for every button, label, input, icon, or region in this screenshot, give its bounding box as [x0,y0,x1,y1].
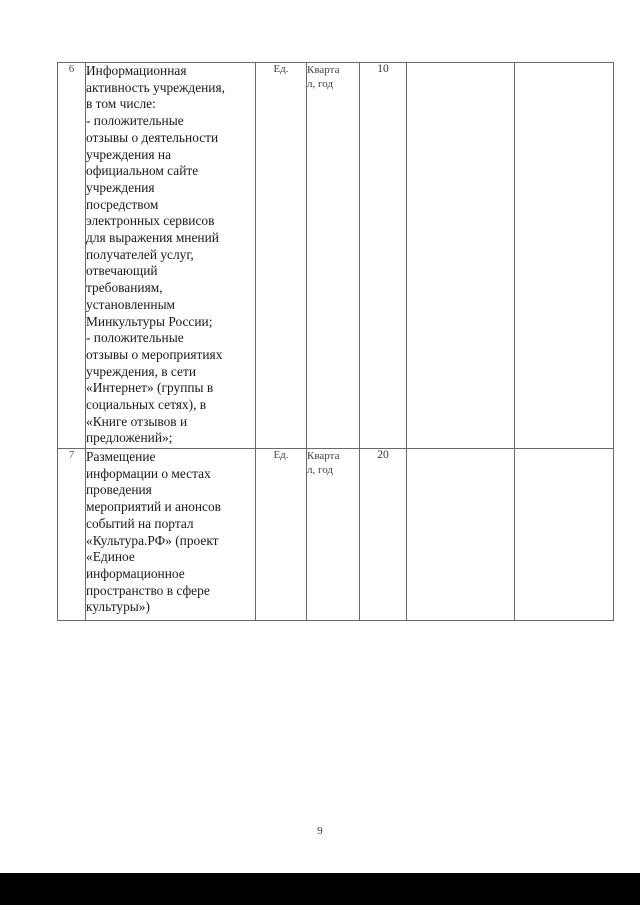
indicator-description: Информационная активность учреждения, в том числе: - положительные отзывы о деятельности учреждения на официальном сайте учреждения посредством электронных сервисов для выражения мнений получателей услуг, отвечающий требованиям, установленным Минкультуры России; - положительные отзывы о мероприятиях учреждения, в сети «Интернет» (группы в социальных сетях), в «Книге отзывов и предложений»; [86,63,256,449]
row-number: 6 [58,63,86,449]
unit-of-measure: Ед. [256,449,307,621]
indicator-description: Размещение информации о местах проведения мероприятий и анонсов событий на портал «Культура.РФ» (проект «Единое информационное пространство в сфере культуры») [86,449,256,621]
target-value: 10 [360,63,407,449]
table-row [58,63,614,449]
page-number: 9 [317,825,323,837]
empty-cell [407,63,515,449]
empty-cell [407,449,515,621]
table-row [58,449,614,621]
empty-cell [515,63,614,449]
row-number: 7 [58,449,86,621]
reporting-period: Кварта л, год [307,63,360,449]
empty-cell [515,449,614,621]
reporting-period: Кварта л, год [307,449,360,621]
indicators-table [57,62,614,621]
target-value: 20 [360,449,407,621]
scan-border [0,873,640,905]
unit-of-measure: Ед. [256,63,307,449]
